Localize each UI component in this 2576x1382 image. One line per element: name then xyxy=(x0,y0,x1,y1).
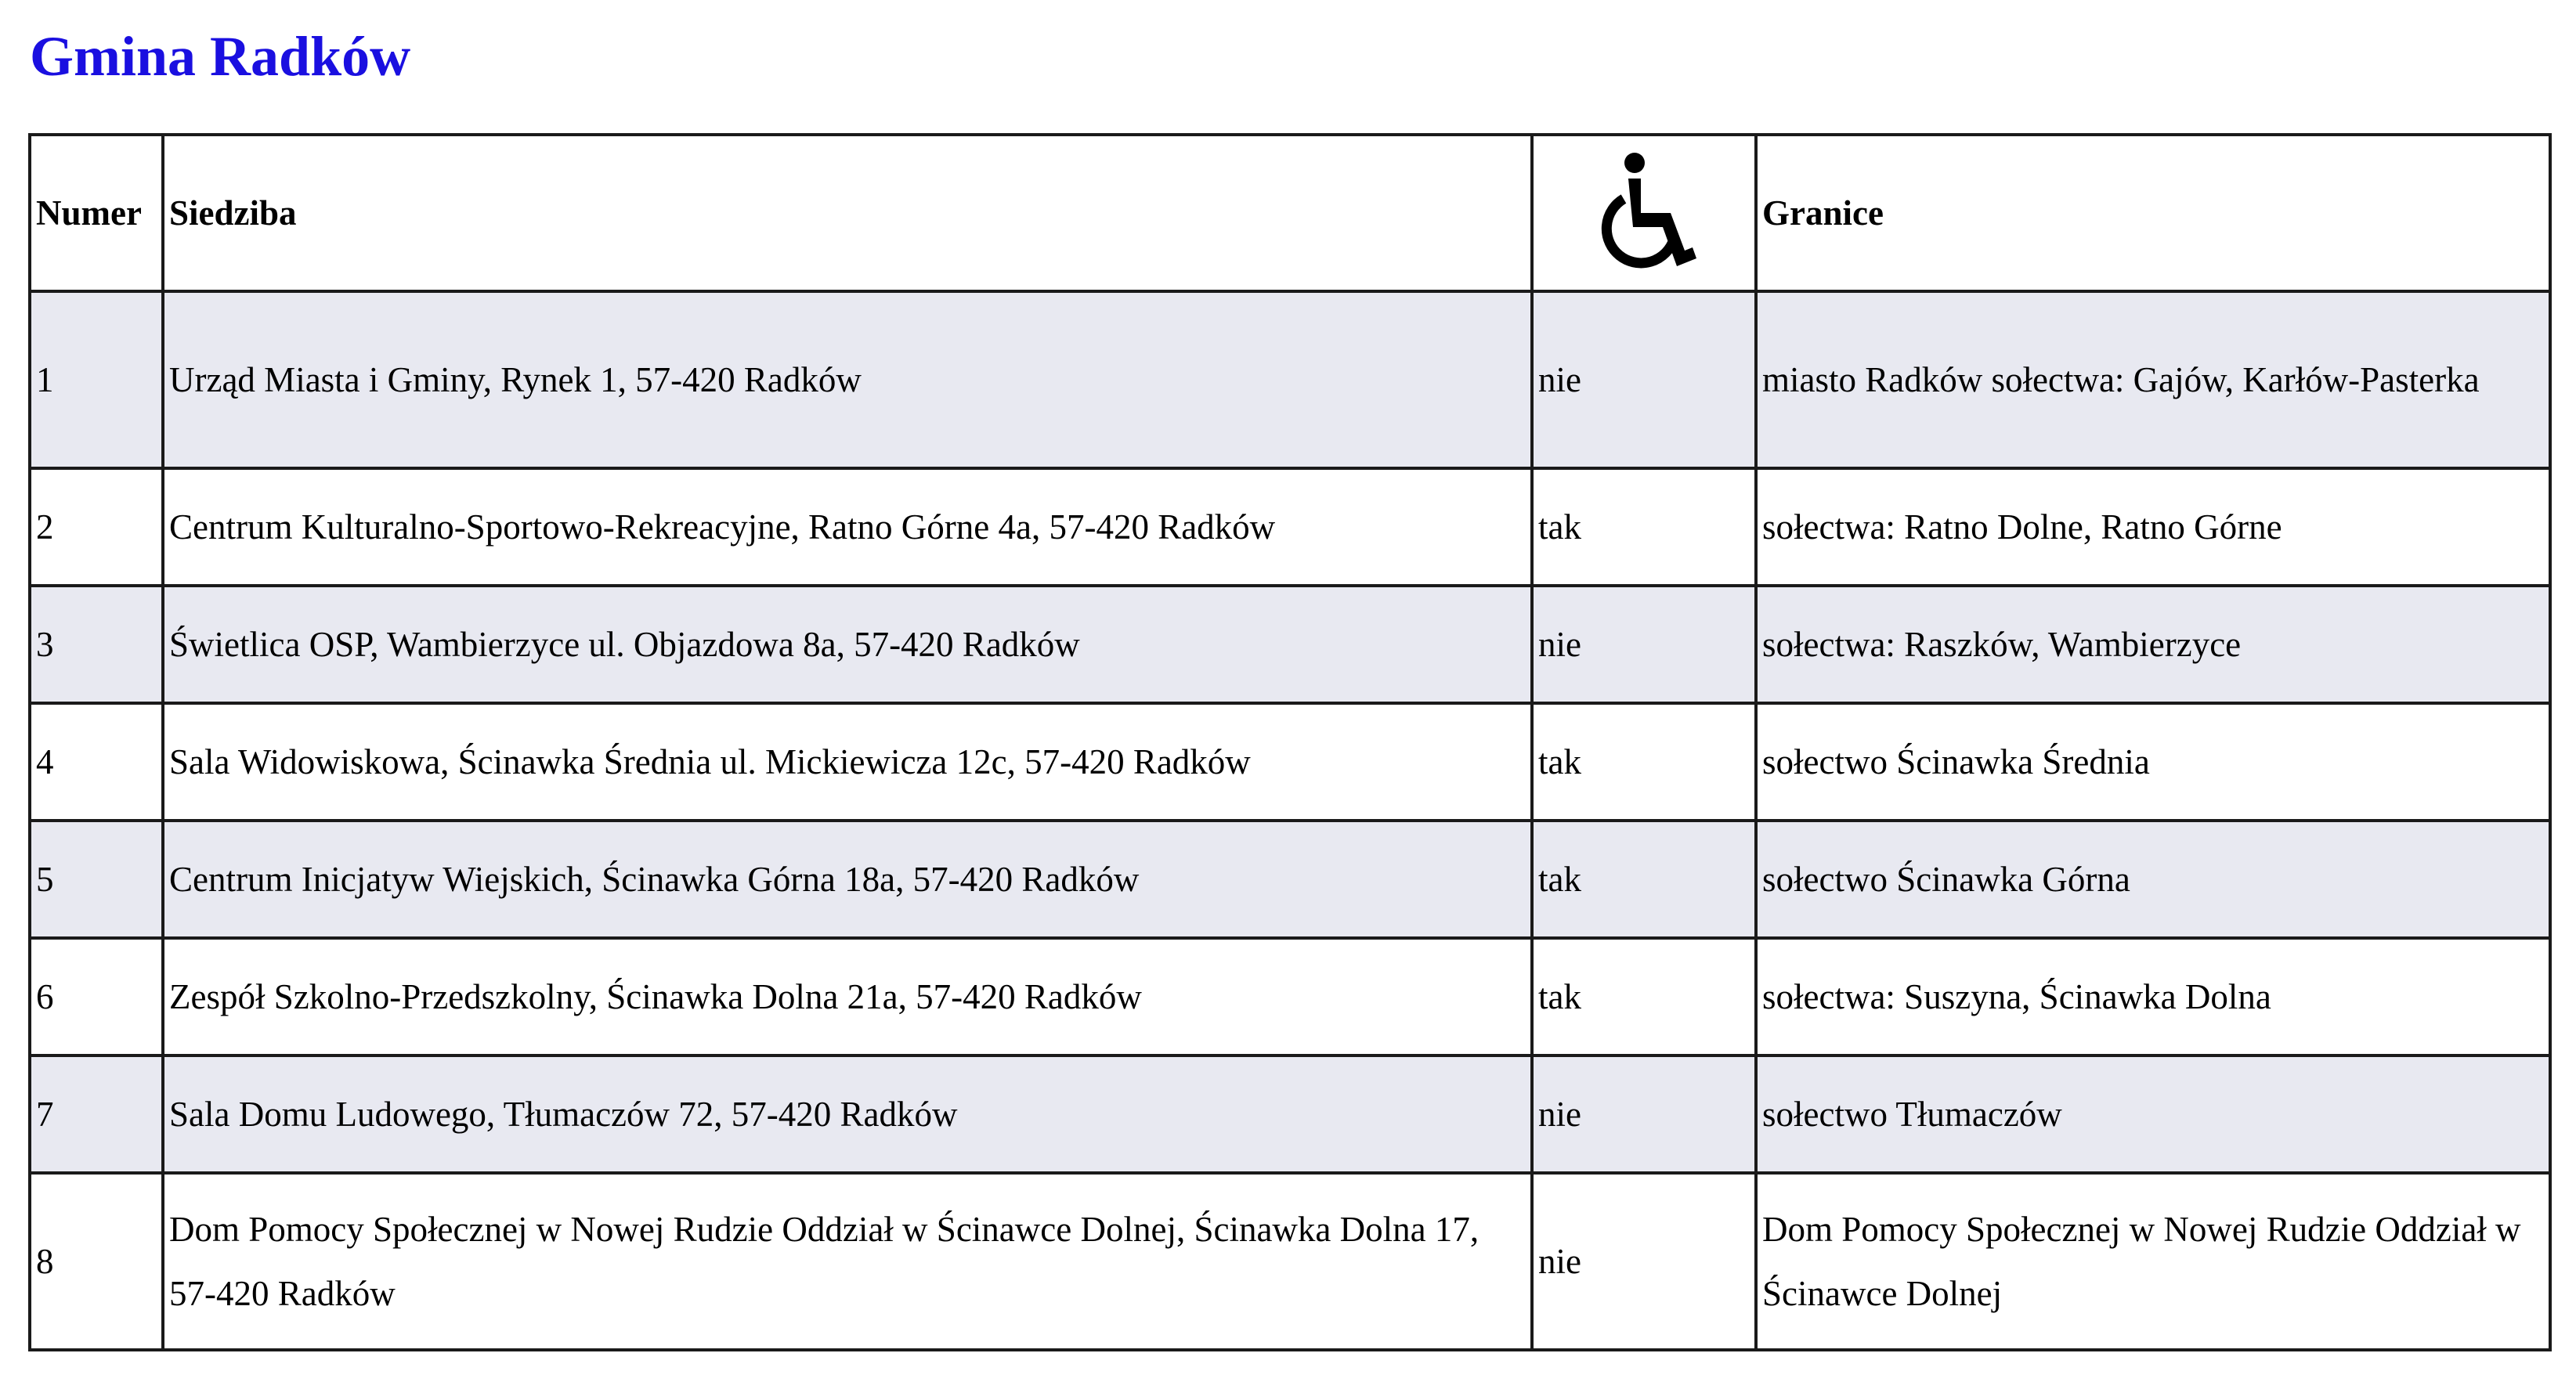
cell-number: 2 xyxy=(30,468,163,586)
table-row xyxy=(30,468,2550,586)
cell-seat: Zespół Szkolno-Przedszkolny, Ścinawka Dolna 21a, 57-420 Radków xyxy=(163,938,1532,1055)
cell-number: 3 xyxy=(30,586,163,703)
cell-number: 8 xyxy=(30,1173,163,1350)
table-row xyxy=(30,291,2550,468)
cell-number: 5 xyxy=(30,821,163,938)
cell-number: 4 xyxy=(30,703,163,821)
cell-accessible: nie xyxy=(1532,586,1756,703)
header-accessibility xyxy=(1532,135,1756,291)
cell-seat: Świetlica OSP, Wambierzyce ul. Objazdowa 8a, 57-420 Radków xyxy=(163,586,1532,703)
table-row xyxy=(30,1173,2550,1350)
header-number: Numer xyxy=(30,135,163,291)
table-row xyxy=(30,1055,2550,1173)
wheelchair-icon xyxy=(1589,150,1699,276)
page-title: Gmina Radków xyxy=(30,25,411,88)
cell-boundaries: sołectwa: Suszyna, Ścinawka Dolna xyxy=(1756,938,2550,1055)
cell-boundaries: sołectwo Tłumaczów xyxy=(1756,1055,2550,1173)
cell-boundaries: sołectwa: Raszków, Wambierzyce xyxy=(1756,586,2550,703)
cell-seat: Dom Pomocy Społecznej w Nowej Rudzie Oddział w Ścinawce Dolnej, Ścinawka Dolna 17, 57-420 Radków xyxy=(163,1173,1532,1350)
cell-boundaries: miasto Radków sołectwa: Gajów, Karłów-Pasterka xyxy=(1756,291,2550,468)
cell-seat: Centrum Kulturalno-Sportowo-Rekreacyjne, Ratno Górne 4a, 57-420 Radków xyxy=(163,468,1532,586)
cell-boundaries: sołectwo Ścinawka Górna xyxy=(1756,821,2550,938)
cell-boundaries: sołectwa: Ratno Dolne, Ratno Górne xyxy=(1756,468,2550,586)
cell-seat: Sala Domu Ludowego, Tłumaczów 72, 57-420 Radków xyxy=(163,1055,1532,1173)
cell-boundaries: Dom Pomocy Społecznej w Nowej Rudzie Oddział w Ścinawce Dolnej xyxy=(1756,1173,2550,1350)
table-header-row xyxy=(30,135,2550,291)
table-row xyxy=(30,821,2550,938)
header-boundaries: Granice xyxy=(1756,135,2550,291)
header-seat: Siedziba xyxy=(163,135,1532,291)
cell-accessible: tak xyxy=(1532,703,1756,821)
cell-accessible: tak xyxy=(1532,821,1756,938)
cell-accessible: nie xyxy=(1532,291,1756,468)
cell-seat: Centrum Inicjatyw Wiejskich, Ścinawka Górna 18a, 57-420 Radków xyxy=(163,821,1532,938)
cell-accessible: nie xyxy=(1532,1055,1756,1173)
table-row xyxy=(30,703,2550,821)
table-row xyxy=(30,938,2550,1055)
cell-number: 1 xyxy=(30,291,163,468)
cell-accessible: tak xyxy=(1532,938,1756,1055)
cell-seat: Sala Widowiskowa, Ścinawka Średnia ul. Mickiewicza 12c, 57-420 Radków xyxy=(163,703,1532,821)
cell-number: 6 xyxy=(30,938,163,1055)
cell-seat: Urząd Miasta i Gminy, Rynek 1, 57-420 Radków xyxy=(163,291,1532,468)
cell-number: 7 xyxy=(30,1055,163,1173)
cell-accessible: tak xyxy=(1532,468,1756,586)
cell-boundaries: sołectwo Ścinawka Średnia xyxy=(1756,703,2550,821)
table-row xyxy=(30,586,2550,703)
polling-stations-table xyxy=(28,133,2552,1351)
cell-accessible: nie xyxy=(1532,1173,1756,1350)
